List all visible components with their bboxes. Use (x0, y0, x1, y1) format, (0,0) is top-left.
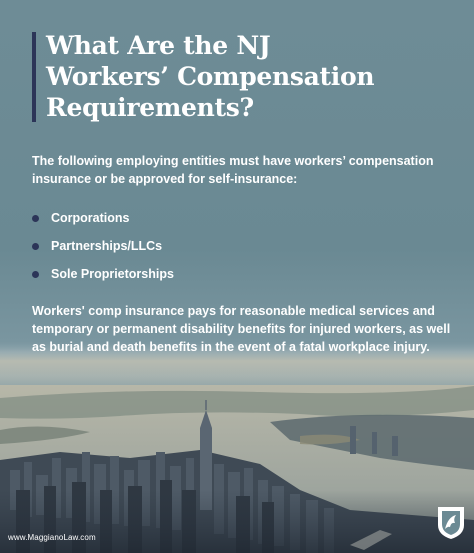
body-text: Workers' comp insurance pays for reasonable medical services and temporary or permanent disability benefits for injured workers, as well as burial and death benefits in the event of a fatal workplace injury. (32, 304, 451, 354)
title-line-3: Requirements? (46, 93, 254, 122)
list-item (32, 232, 432, 260)
entity-list (32, 204, 432, 288)
intro-text: The following employing entities must have workers’ compensation insurance or be approved for self-insurance: (32, 154, 434, 186)
list-item-label: Corporations (51, 211, 130, 225)
list-item (32, 260, 432, 288)
bullet-icon (32, 243, 39, 250)
shield-logo-icon (436, 505, 466, 541)
title-line-1: What Are the NJ (46, 31, 271, 60)
list-item-label: Sole Proprietorships (51, 267, 174, 281)
title-accent-bar (32, 32, 36, 122)
list-item-label: Partnerships/LLCs (51, 239, 163, 253)
title-block (32, 30, 452, 124)
city-skyline-image (0, 340, 474, 553)
list-item (32, 204, 432, 232)
page-title (46, 30, 374, 123)
bullet-icon (32, 271, 39, 278)
title-line-2: Workers’ Compensation (46, 62, 375, 91)
website-url[interactable]: www.MaggianoLaw.com (8, 533, 96, 542)
bullet-icon (32, 215, 39, 222)
